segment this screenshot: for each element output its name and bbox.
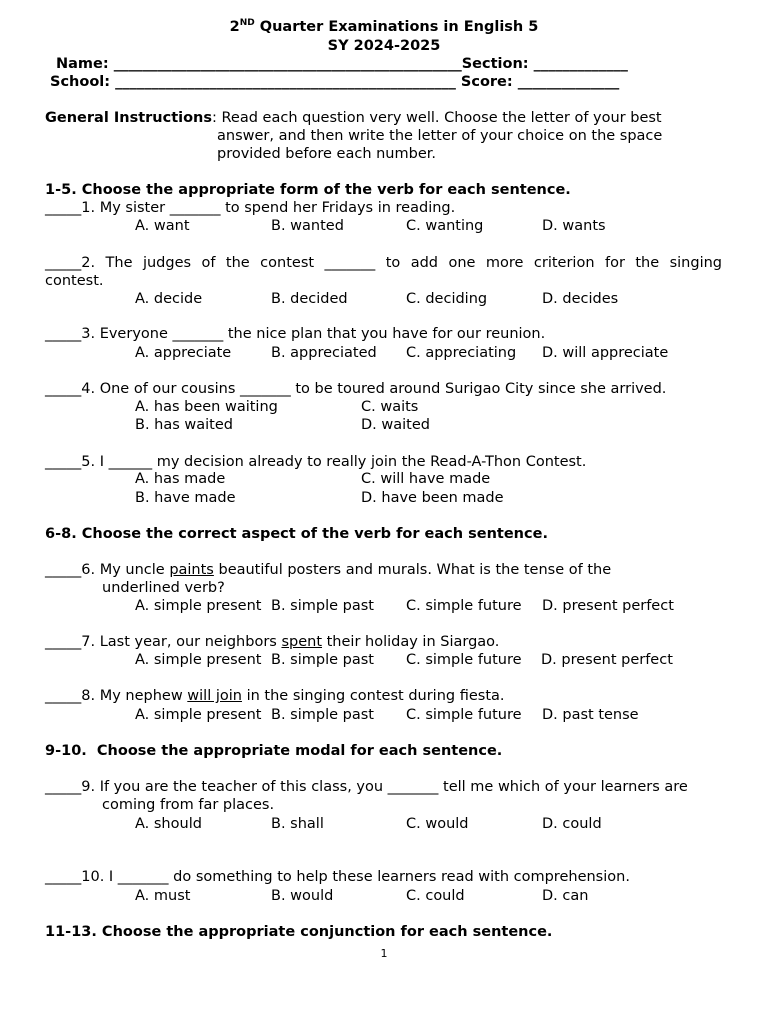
section-heading: 11-13. Choose the appropriate conjunction for each sentence.: [45, 924, 553, 940]
page-number: 1: [380, 947, 388, 960]
choice-d: D. present perfect: [542, 598, 674, 614]
choice-d: D. have been made: [361, 490, 504, 506]
choice-b: B. wanted: [271, 218, 344, 234]
choice-c: C. simple future: [406, 652, 522, 668]
general-instructions: General Instructions: Read each question very well. Choose the letter of your best: [45, 110, 662, 126]
question-10: _____10. I _______ do something to help these learners read with comprehension.: [45, 869, 630, 885]
section-heading: 9-10. Choose the appropriate modal for each sentence.: [45, 743, 503, 759]
question-5: _____5. I ______ my decision already to really join the Read-A-Thon Contest.: [45, 454, 587, 470]
choice-b: B. simple past: [271, 652, 374, 668]
section-heading: 1-5. Choose the appropriate form of the verb for each sentence.: [45, 182, 571, 198]
choice-d: D. waited: [361, 417, 430, 433]
instructions-line-3: provided before each number.: [217, 146, 436, 162]
question-2: _____2. The judges of the contest _______ to add one more criterion for the singing: [45, 255, 722, 271]
question-2-cont: contest.: [45, 273, 104, 289]
choice-b: B. would: [271, 888, 334, 904]
choice-c: C. appreciating: [406, 345, 517, 361]
choice-a: A. simple present: [135, 652, 262, 668]
underlined-verb: will join: [187, 688, 242, 704]
choice-c: C. wanting: [406, 218, 484, 234]
question-6-cont: underlined verb?: [102, 580, 225, 596]
choice-c: C. deciding: [406, 291, 488, 307]
question-6: _____6. My uncle paints beautiful posters and murals. What is the tense of the: [45, 562, 612, 578]
exam-title: 2ND Quarter Examinations in English 5: [229, 18, 539, 35]
choice-b: B. appreciated: [271, 345, 377, 361]
school-year: SY 2024-2025: [327, 38, 441, 54]
choice-c: C. waits: [361, 399, 419, 415]
choice-a: A. simple present: [135, 707, 262, 723]
question-7: _____7. Last year, our neighbors spent their holiday in Siargao.: [45, 634, 500, 650]
choice-c: C. simple future: [406, 598, 522, 614]
question-9-cont: coming from far places.: [102, 797, 275, 813]
choice-a: A. has made: [135, 471, 226, 487]
question-1: _____1. My sister _______ to spend her Fridays in reading.: [45, 200, 456, 216]
question-4: _____4. One of our cousins _______ to be toured around Surigao City since she arrived.: [45, 381, 667, 397]
choice-a: A. should: [135, 816, 202, 832]
choice-a: A. want: [135, 218, 190, 234]
choice-a: A. appreciate: [135, 345, 232, 361]
question-8: _____8. My nephew will join in the singing contest during fiesta.: [45, 688, 505, 704]
choice-d: D. can: [542, 888, 589, 904]
choice-d: D. past tense: [542, 707, 639, 723]
underlined-verb: paints: [169, 562, 214, 578]
name-section-line: Name: ________________________________________________Section: _____________: [56, 56, 628, 72]
question-9: _____9. If you are the teacher of this class, you _______ tell me which of your learners are: [45, 779, 688, 795]
section-heading: 6-8. Choose the correct aspect of the verb for each sentence.: [45, 526, 548, 542]
choice-b: B. have made: [135, 490, 236, 506]
choice-d: D. could: [542, 816, 602, 832]
choice-c: C. could: [406, 888, 465, 904]
choice-c: C. simple future: [406, 707, 522, 723]
choice-a: A. has been waiting: [135, 399, 278, 415]
choice-d: D. decides: [542, 291, 619, 307]
choice-c: C. would: [406, 816, 469, 832]
choice-a: A. decide: [135, 291, 203, 307]
choice-b: B. has waited: [135, 417, 233, 433]
choice-d: D. will appreciate: [542, 345, 669, 361]
choice-c: C. will have made: [361, 471, 491, 487]
question-3: _____3. Everyone _______ the nice plan that you have for our reunion.: [45, 326, 546, 342]
underlined-verb: spent: [281, 634, 323, 650]
choice-b: B. simple past: [271, 598, 374, 614]
instructions-line-2: answer, and then write the letter of your choice on the space: [217, 128, 663, 144]
school-score-line: School: _______________________________________________ Score: ______________: [50, 74, 620, 90]
choice-b: B. decided: [271, 291, 348, 307]
choice-a: A. simple present: [135, 598, 262, 614]
choice-a: A. must: [135, 888, 191, 904]
choice-b: B. shall: [271, 816, 324, 832]
choice-d: D. present perfect: [541, 652, 673, 668]
choice-b: B. simple past: [271, 707, 374, 723]
choice-d: D. wants: [542, 218, 606, 234]
